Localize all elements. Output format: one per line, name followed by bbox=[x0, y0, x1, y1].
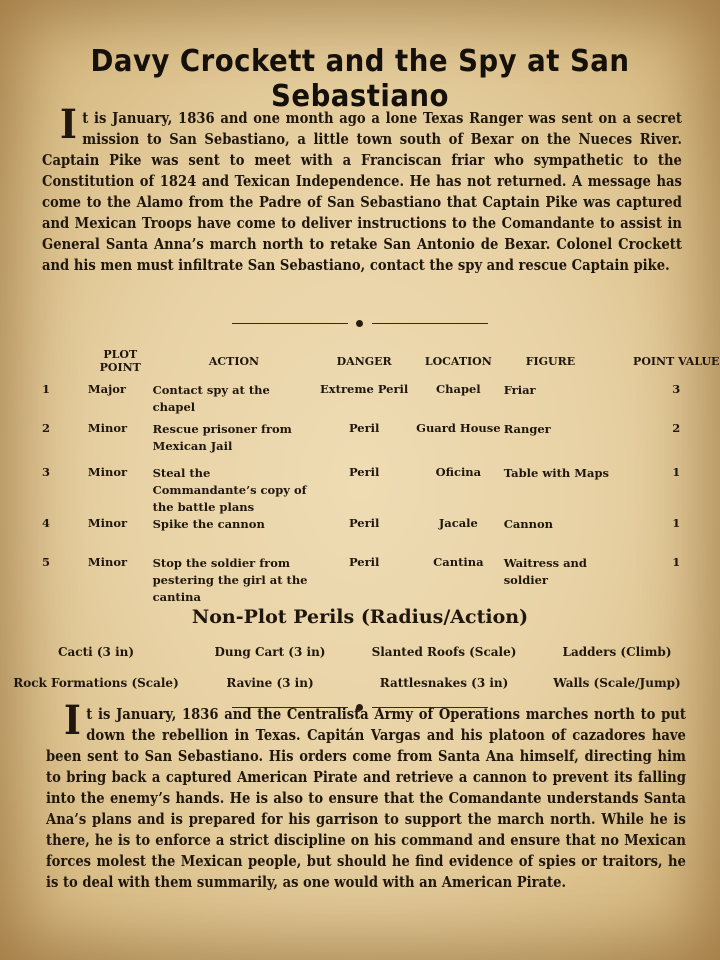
row-point-value: 1 bbox=[672, 516, 681, 530]
header-point-value: POINT VALUE bbox=[633, 354, 720, 368]
outro-dropcap: I bbox=[64, 697, 81, 744]
row-location: Oficina bbox=[435, 465, 482, 479]
peril-item: Ravine (3 in) bbox=[226, 676, 314, 690]
peril-item: Cacti (3 in) bbox=[57, 645, 135, 659]
row-point-value: 3 bbox=[672, 382, 681, 396]
row-point-value: 1 bbox=[672, 465, 681, 479]
row-num: 5 bbox=[42, 555, 51, 569]
row-danger: Peril bbox=[348, 421, 380, 435]
row-location: Chapel bbox=[435, 382, 481, 396]
peril-item: Dung Cart (3 in) bbox=[214, 645, 326, 659]
row-figure: Cannon bbox=[503, 517, 554, 531]
row-plot-point: Minor bbox=[87, 555, 128, 569]
intro-text: t is January, 1836 and one month ago a lone Texas Ranger was sent on a secret mission to San Sebastiano, a little town south of Bexar on the Nueces River. Captain Pike was sent to meet with a Franciscan friar who sympathetic to the Constitution of 1824 and Texican Independence. He has not returned. A message has come to the Alamo from the Padre of San Sebastiano that Captain Pike was captured and Mexican Troops have come to deliver instructions to the Comandante to assist in General Santa Anna’s march north to retake San Antonio de Bexar. Colonel Crockett and his men must infiltrate San Sebastiano, contact the spy and rescue Captain pike. bbox=[42, 110, 682, 274]
outro-paragraph bbox=[46, 697, 686, 893]
intro-paragraph bbox=[42, 101, 682, 276]
peril-item: Rock Formations (Scale) bbox=[13, 676, 179, 690]
row-location: Jacale bbox=[438, 516, 478, 530]
row-num: 3 bbox=[42, 465, 51, 479]
row-num: 1 bbox=[42, 382, 51, 396]
table-row bbox=[30, 516, 720, 555]
row-danger: Peril bbox=[348, 516, 380, 530]
header-num bbox=[30, 340, 88, 382]
header-figure: FIGURE bbox=[525, 354, 576, 368]
peril-item: Walls (Scale/Jump) bbox=[553, 676, 681, 690]
row-action: Stop the soldier from pestering the girl at the cantina bbox=[152, 556, 308, 604]
row-action: Steal the Commandante’s copy of the battle plans bbox=[152, 466, 307, 514]
header-danger: DANGER bbox=[336, 354, 392, 368]
table-row bbox=[30, 382, 720, 421]
intro-dropcap: I bbox=[60, 101, 77, 148]
table-header-row bbox=[30, 340, 720, 382]
row-plot-point: Minor bbox=[87, 421, 128, 435]
row-num: 2 bbox=[42, 421, 51, 435]
peril-item: Ladders (Climb) bbox=[562, 645, 672, 659]
row-figure: Waitress and soldier bbox=[503, 556, 587, 587]
page-title: Davy Crockett and the Spy at San Sebastiano bbox=[90, 44, 630, 114]
peril-item: Slanted Roofs (Scale) bbox=[371, 645, 517, 659]
row-danger: Peril bbox=[348, 555, 380, 569]
row-point-value: 1 bbox=[672, 555, 681, 569]
row-danger: Peril bbox=[348, 465, 380, 479]
table-row bbox=[30, 555, 720, 607]
row-plot-point: Minor bbox=[87, 516, 128, 530]
row-action: Spike the cannon bbox=[152, 517, 265, 531]
ornament-divider bbox=[232, 318, 488, 330]
header-plot-point: PLOT POINT bbox=[99, 348, 141, 374]
row-action: Contact spy at the chapel bbox=[152, 383, 270, 414]
table-row bbox=[30, 421, 720, 465]
row-figure: Friar bbox=[503, 383, 536, 397]
peril-item: Rattlesnakes (3 in) bbox=[379, 676, 509, 690]
outro-text: t is January, 1836 and the Centralista Army of Operations marches north to put down the rebellion in Texas. Capitán Vargas and his platoon of cazadores have been sent to San Sebastiano. His orders come from Santa Ana himself, directing him to bring back a captured American Pirate and retrieve a cannon to prevent its falling into the enemy’s hands. He is also to ensure that the Comandante understands Santa Ana’s plans and is prepared for his garrison to support the march north. While he is there, he is to enforce a strict discipline on his command and ensure that no Mexican forces molest the Mexican people, but should he find evidence of spies or traitors, he is to deal with them summarily, as one would with an American Pirate. bbox=[46, 706, 686, 891]
plot-points-table bbox=[30, 340, 720, 607]
non-plot-perils-heading: Non-Plot Perils (Radius/Action) bbox=[191, 606, 529, 628]
row-location: Cantina bbox=[433, 555, 484, 569]
table-row bbox=[30, 465, 720, 516]
row-figure: Table with Maps bbox=[503, 466, 609, 480]
row-point-value: 2 bbox=[672, 421, 681, 435]
row-figure: Ranger bbox=[503, 422, 551, 436]
header-location: LOCATION bbox=[424, 354, 492, 368]
row-plot-point: Minor bbox=[87, 465, 128, 479]
row-action: Rescue prisoner from Mexican Jail bbox=[152, 422, 292, 453]
row-plot-point: Major bbox=[87, 382, 126, 396]
row-danger: Extreme Peril bbox=[320, 382, 409, 396]
row-num: 4 bbox=[42, 516, 51, 530]
header-action: ACTION bbox=[208, 354, 260, 368]
row-location: Guard House bbox=[416, 421, 501, 435]
